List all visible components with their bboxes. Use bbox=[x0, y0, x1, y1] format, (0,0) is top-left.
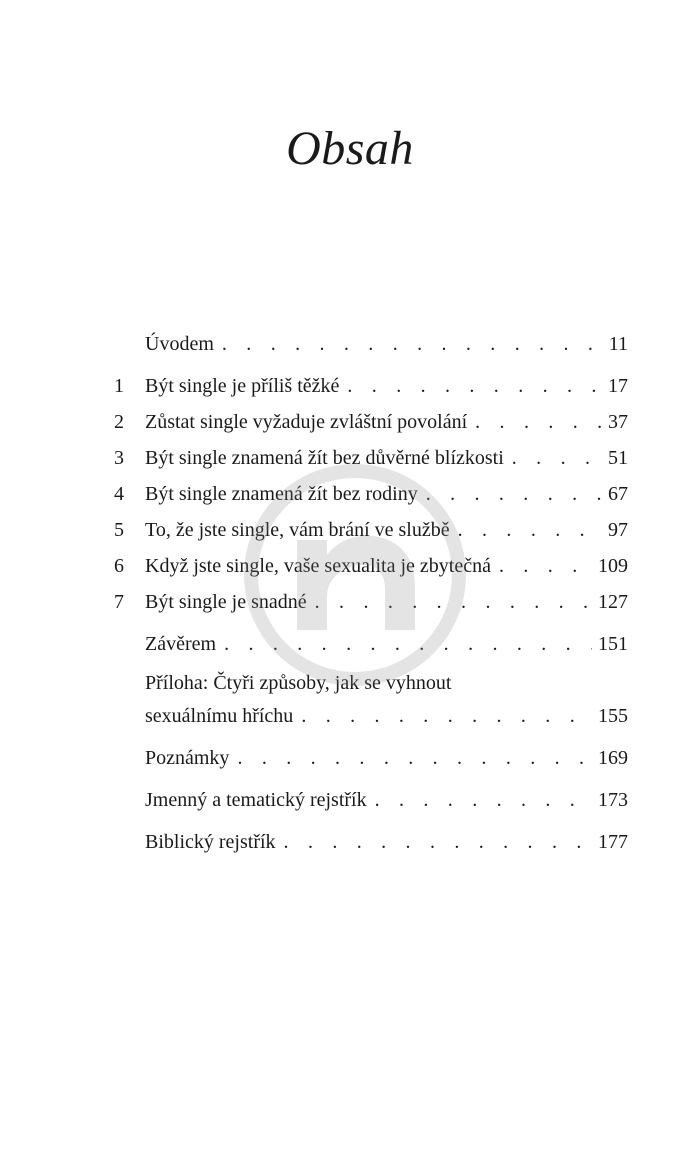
dot-leader bbox=[347, 368, 602, 404]
chapter-title: Být single znamená žít bez důvěrné blízkosti bbox=[145, 447, 504, 469]
chapter-title: Biblický rejstřík bbox=[145, 831, 276, 853]
page-number: 127 bbox=[598, 591, 628, 613]
chapter-title: Zůstat single vyžaduje zvláštní povolání bbox=[145, 411, 468, 433]
dot-leader bbox=[237, 740, 592, 776]
chapter-number: 3 bbox=[114, 447, 124, 469]
dot-leader bbox=[512, 440, 602, 476]
toc-entry-notes[interactable] bbox=[110, 740, 628, 776]
toc-entry-scripture-index[interactable] bbox=[110, 824, 628, 860]
page-number: 109 bbox=[598, 555, 628, 577]
toc-entry-introduction[interactable] bbox=[110, 326, 628, 362]
chapter-number: 7 bbox=[114, 591, 124, 613]
toc-entry-chapter-6[interactable] bbox=[110, 548, 628, 584]
page-number: 155 bbox=[598, 705, 628, 727]
page-number: 177 bbox=[598, 831, 628, 853]
page-number: 169 bbox=[598, 747, 628, 769]
page-number: 37 bbox=[608, 411, 628, 433]
toc-entry-subject-index[interactable] bbox=[110, 782, 628, 818]
chapter-number: 5 bbox=[114, 519, 124, 541]
page-number: 67 bbox=[608, 483, 628, 505]
page-number: 17 bbox=[608, 375, 628, 397]
chapter-title-line-1: Příloha: Čtyři způsoby, jak se vyhnout bbox=[145, 672, 452, 694]
chapter-title: Závěrem bbox=[145, 633, 217, 655]
dot-leader bbox=[475, 404, 602, 440]
toc-entry-appendix[interactable] bbox=[110, 668, 628, 734]
chapter-number: 4 bbox=[114, 483, 124, 505]
chapter-title: sexuálnímu hříchu bbox=[145, 705, 294, 727]
dot-leader bbox=[426, 476, 602, 512]
chapter-title: Být single je příliš těžké bbox=[145, 375, 340, 397]
dot-leader bbox=[301, 698, 592, 734]
chapter-title: Jmenný a tematický rejstřík bbox=[145, 789, 367, 811]
page-number: 151 bbox=[598, 633, 628, 655]
toc-entry-chapter-5[interactable] bbox=[110, 512, 628, 548]
dot-leader bbox=[499, 548, 592, 584]
chapter-title: To, že jste single, vám brání ve službě bbox=[145, 519, 450, 541]
chapter-number: 1 bbox=[114, 375, 124, 397]
table-of-contents bbox=[110, 326, 628, 860]
toc-entry-conclusion[interactable] bbox=[110, 626, 628, 662]
chapter-title: Když jste single, vaše sexualita je zbytečná bbox=[145, 555, 491, 577]
toc-entry-chapter-1[interactable] bbox=[110, 368, 628, 404]
dot-leader bbox=[222, 326, 602, 362]
chapter-title: Úvodem bbox=[145, 333, 214, 355]
dot-leader bbox=[375, 782, 592, 818]
chapter-number: 6 bbox=[114, 555, 124, 577]
page-number: 51 bbox=[608, 447, 628, 469]
dot-leader bbox=[458, 512, 602, 548]
appendix-second-line bbox=[110, 698, 628, 734]
page-title: Obsah bbox=[286, 122, 414, 175]
dot-leader bbox=[224, 626, 592, 662]
chapter-title: Poznámky bbox=[145, 747, 230, 769]
toc-entry-chapter-7[interactable] bbox=[110, 584, 628, 620]
toc-entry-chapter-4[interactable] bbox=[110, 476, 628, 512]
page-number: 11 bbox=[608, 333, 628, 355]
dot-leader bbox=[284, 824, 592, 860]
page-number: 97 bbox=[608, 519, 628, 541]
toc-entry-chapter-2[interactable] bbox=[110, 404, 628, 440]
toc-entry-chapter-3[interactable] bbox=[110, 440, 628, 476]
chapter-title: Být single znamená žít bez rodiny bbox=[145, 483, 418, 505]
dot-leader bbox=[315, 584, 592, 620]
chapter-number: 2 bbox=[114, 411, 124, 433]
page-number: 173 bbox=[598, 789, 628, 811]
chapter-title: Být single je snadné bbox=[145, 591, 307, 613]
